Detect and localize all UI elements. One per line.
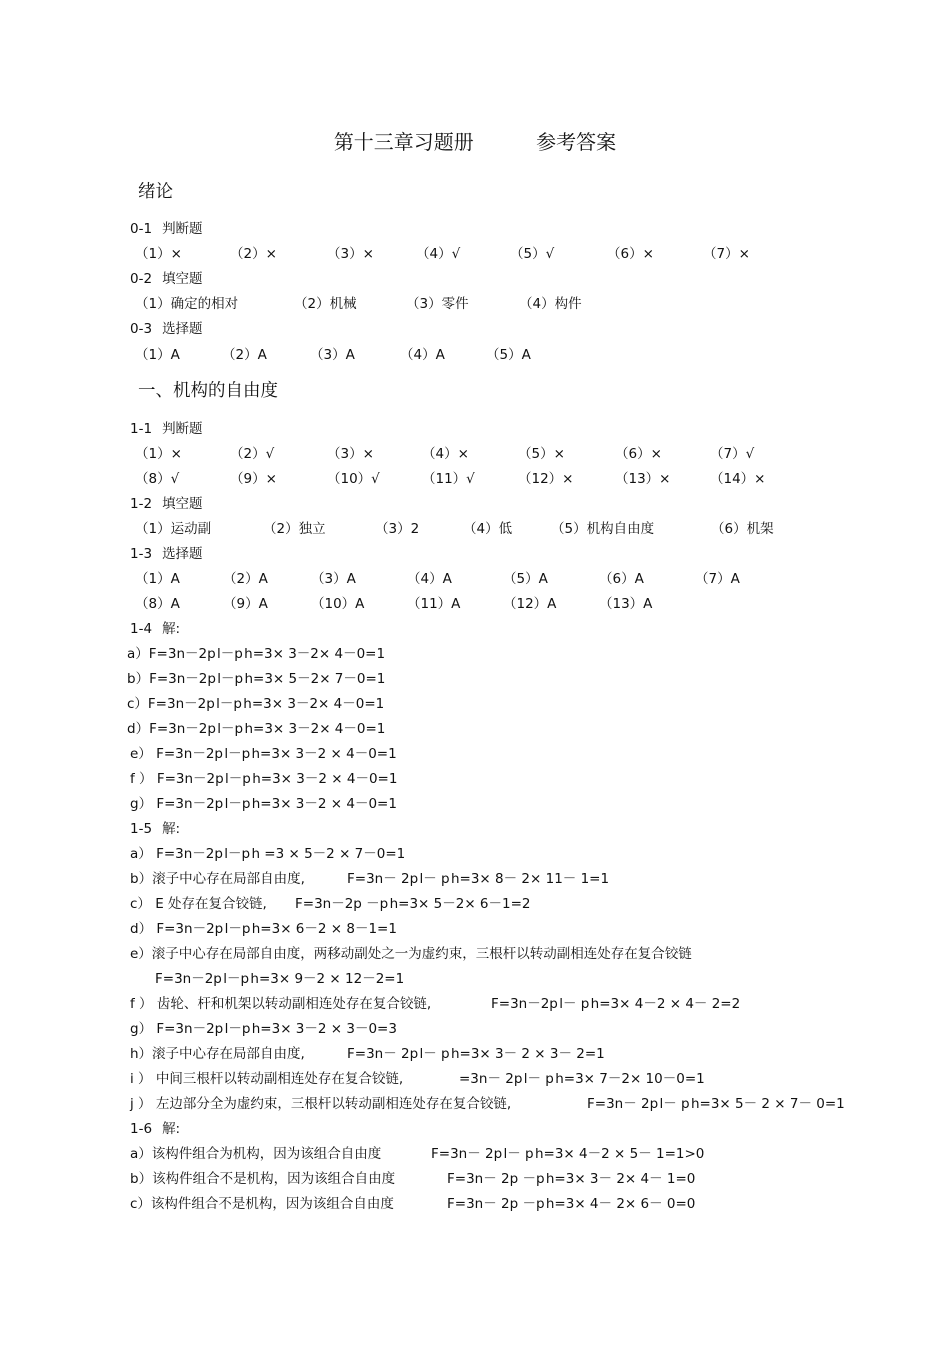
solution-line: d）F=3n－2p l－p h=3× 3－2× 4－0=1 bbox=[127, 721, 386, 737]
solution-formula: F=3n－2p l－ p h=3× 4－2 × 4－ 2=2 bbox=[491, 996, 741, 1012]
question-number: 1-3 bbox=[130, 546, 153, 562]
title-left: 第十三章习题册 bbox=[333, 130, 474, 154]
question-1-2 bbox=[130, 492, 203, 512]
solution-line: f ） F=3n－2p l－p h=3× 3－2 × 4－0=1 bbox=[130, 771, 398, 787]
answer: （5）× bbox=[518, 446, 565, 462]
question-label: 填空题 bbox=[162, 271, 203, 287]
answer: （2）√ bbox=[230, 446, 275, 462]
answer: （2）A bbox=[223, 571, 268, 587]
solution-line bbox=[130, 1192, 830, 1212]
answer: （5）机构自由度 bbox=[551, 521, 655, 537]
answer: （10）A bbox=[311, 596, 365, 612]
solution-text: h）滚子中心存在局部自由度, bbox=[130, 1046, 305, 1062]
answer: （4）× bbox=[422, 446, 469, 462]
solution-formula: F=3n－2p l－p h=3× 9－2 × 12－2=1 bbox=[155, 971, 405, 987]
answer: （4）低 bbox=[463, 521, 513, 537]
answer: （1）A bbox=[135, 571, 180, 587]
answer: （6）机架 bbox=[711, 521, 774, 537]
solution-text: b）该构件组合不是机构，因为该组合自由度 bbox=[130, 1171, 396, 1187]
solution-line bbox=[130, 1042, 830, 1062]
solution-line: b）F=3n－2p l－p h=3× 5－2× 7－0=1 bbox=[127, 671, 386, 687]
answer: （7）× bbox=[703, 246, 750, 262]
answer: （2）× bbox=[230, 246, 277, 262]
solution-line: a）F=3n－2p l－p h=3× 3－2× 4－0=1 bbox=[127, 646, 386, 662]
answer: （2）机械 bbox=[294, 296, 357, 312]
solution-line: e）滚子中心存在局部自由度，两移动副处之一为虚约束，三根杆以转动副相连处存在复合铰链 bbox=[130, 946, 692, 962]
question-label: 选择题 bbox=[162, 321, 203, 337]
answer: （1）运动副 bbox=[135, 521, 212, 537]
answer: （1）A bbox=[135, 347, 180, 363]
question-1-3 bbox=[130, 542, 203, 562]
solution-formula: F=3n－2p －p h=3× 5－2× 6－1=2 bbox=[295, 896, 531, 912]
answer: （13）A bbox=[599, 596, 653, 612]
solution-line bbox=[130, 892, 830, 912]
answer: （11）√ bbox=[422, 471, 475, 487]
solution-line bbox=[130, 867, 830, 887]
answer: （4）√ bbox=[416, 246, 461, 262]
answer: （6）A bbox=[599, 571, 644, 587]
answer: （8）A bbox=[135, 596, 180, 612]
solution-formula: F=3n－ 2p －p h=3× 4－ 2× 6－ 0=0 bbox=[447, 1196, 696, 1212]
solution-text: f ） 齿轮、杆和机架以转动副相连处存在复合铰链, bbox=[130, 996, 432, 1012]
solution-line: a） F=3n－2p l－p h =3 × 5－2 × 7－0=1 bbox=[130, 846, 406, 862]
question-1-1 bbox=[130, 417, 203, 437]
solution-line: e） F=3n－2p l－p h=3× 3－2 × 4－0=1 bbox=[130, 746, 397, 762]
question-number: 1-2 bbox=[130, 496, 153, 512]
question-0-1 bbox=[130, 217, 203, 237]
answer: （5）√ bbox=[510, 246, 555, 262]
solution-line bbox=[130, 1142, 830, 1162]
question-label: 判断题 bbox=[162, 421, 203, 437]
question-1-5 bbox=[130, 817, 180, 837]
solution-formula: F=3n－ 2p －p h=3× 3－ 2× 4－ 1=0 bbox=[447, 1171, 696, 1187]
answer: （5）A bbox=[503, 571, 548, 587]
answer: （9）A bbox=[223, 596, 268, 612]
question-0-2 bbox=[130, 267, 203, 287]
solution-line: d） F=3n－2p l－p h=3× 6－2 × 8－1=1 bbox=[130, 921, 397, 937]
solution-line bbox=[130, 1167, 830, 1187]
page-title bbox=[0, 126, 950, 155]
answer: （11）A bbox=[407, 596, 461, 612]
question-number: 0-3 bbox=[130, 321, 153, 337]
question-number: 1-4 bbox=[130, 621, 153, 637]
question-1-6 bbox=[130, 1117, 180, 1137]
solution-formula: F=3n－ 2p l－ p h=3× 4－2 × 5－ 1=1>0 bbox=[431, 1146, 705, 1162]
question-label: 解: bbox=[162, 1121, 181, 1137]
answer: （4）A bbox=[407, 571, 452, 587]
section-heading-intro: 绪论 bbox=[138, 182, 173, 202]
answer: （10）√ bbox=[327, 471, 380, 487]
question-0-3 bbox=[130, 317, 203, 337]
solution-formula: F=3n－ 2p l－ p h=3× 3－ 2 × 3－ 2=1 bbox=[347, 1046, 605, 1062]
answer: （6）× bbox=[615, 446, 662, 462]
solution-text: c） E 处存在复合铰链, bbox=[130, 896, 267, 912]
title-right: 参考答案 bbox=[536, 130, 617, 154]
answer: （8）√ bbox=[135, 471, 180, 487]
answer: （6）× bbox=[607, 246, 654, 262]
question-label: 判断题 bbox=[162, 221, 203, 237]
solution-line bbox=[130, 1092, 845, 1112]
answer: （13）× bbox=[615, 471, 671, 487]
solution-line bbox=[130, 992, 830, 1012]
question-number: 1-6 bbox=[130, 1121, 153, 1137]
solution-text: b）滚子中心存在局部自由度, bbox=[130, 871, 305, 887]
question-label: 解: bbox=[162, 621, 181, 637]
solution-line: g） F=3n－2p l－p h=3× 3－2 × 4－0=1 bbox=[130, 796, 397, 812]
answer: （7）√ bbox=[710, 446, 755, 462]
solution-formula: =3n－ 2p l－ p h=3× 7－2× 10－0=1 bbox=[459, 1071, 705, 1087]
question-label: 解: bbox=[162, 821, 181, 837]
answer: （4）A bbox=[400, 347, 445, 363]
section-heading-chapter1: 一、机构的自由度 bbox=[138, 381, 278, 401]
answer: （3）2 bbox=[375, 521, 420, 537]
answer: （1）× bbox=[135, 246, 182, 262]
solution-text: a）该构件组合为机构，因为该组合自由度 bbox=[130, 1146, 382, 1162]
solution-formula: F=3n－ 2p l－ p h=3× 8－ 2× 11－ 1=1 bbox=[347, 871, 610, 887]
question-label: 填空题 bbox=[162, 496, 203, 512]
solution-line: g） F=3n－2p l－p h=3× 3－2 × 3－0=3 bbox=[130, 1021, 397, 1037]
solution-line bbox=[130, 1067, 830, 1087]
answer: （2）独立 bbox=[263, 521, 326, 537]
question-number: 1-1 bbox=[130, 421, 153, 437]
question-1-4 bbox=[130, 617, 180, 637]
solution-line: c）F=3n－2p l－p h=3× 3－2× 4－0=1 bbox=[127, 696, 385, 712]
answer: （7）A bbox=[695, 571, 740, 587]
answer: （5）A bbox=[486, 347, 531, 363]
answer: （1）× bbox=[135, 446, 182, 462]
question-number: 0-1 bbox=[130, 221, 153, 237]
answer: （3）零件 bbox=[406, 296, 469, 312]
solution-formula: F=3n－ 2p l－ p h=3× 5－ 2 × 7－ 0=1 bbox=[587, 1096, 845, 1112]
answer: （1）确定的相对 bbox=[135, 296, 239, 312]
answer: （4）构件 bbox=[519, 296, 582, 312]
answer: （3）A bbox=[310, 347, 355, 363]
answer: （3）A bbox=[311, 571, 356, 587]
solution-text: j ） 左边部分全为虚约束，三根杆以转动副相连处存在复合铰链, bbox=[130, 1096, 512, 1112]
answer: （9）× bbox=[230, 471, 277, 487]
answer: （12）A bbox=[503, 596, 557, 612]
answer: （3）× bbox=[327, 246, 374, 262]
answer: （2）A bbox=[222, 347, 267, 363]
answer: （12）× bbox=[518, 471, 574, 487]
answer: （14）× bbox=[710, 471, 766, 487]
answer: （3）× bbox=[327, 446, 374, 462]
question-number: 1-5 bbox=[130, 821, 153, 837]
question-label: 选择题 bbox=[162, 546, 203, 562]
solution-text: i ） 中间三根杆以转动副相连处存在复合铰链, bbox=[130, 1071, 404, 1087]
question-number: 0-2 bbox=[130, 271, 153, 287]
solution-text: c）该构件组合不是机构，因为该组合自由度 bbox=[130, 1196, 394, 1212]
